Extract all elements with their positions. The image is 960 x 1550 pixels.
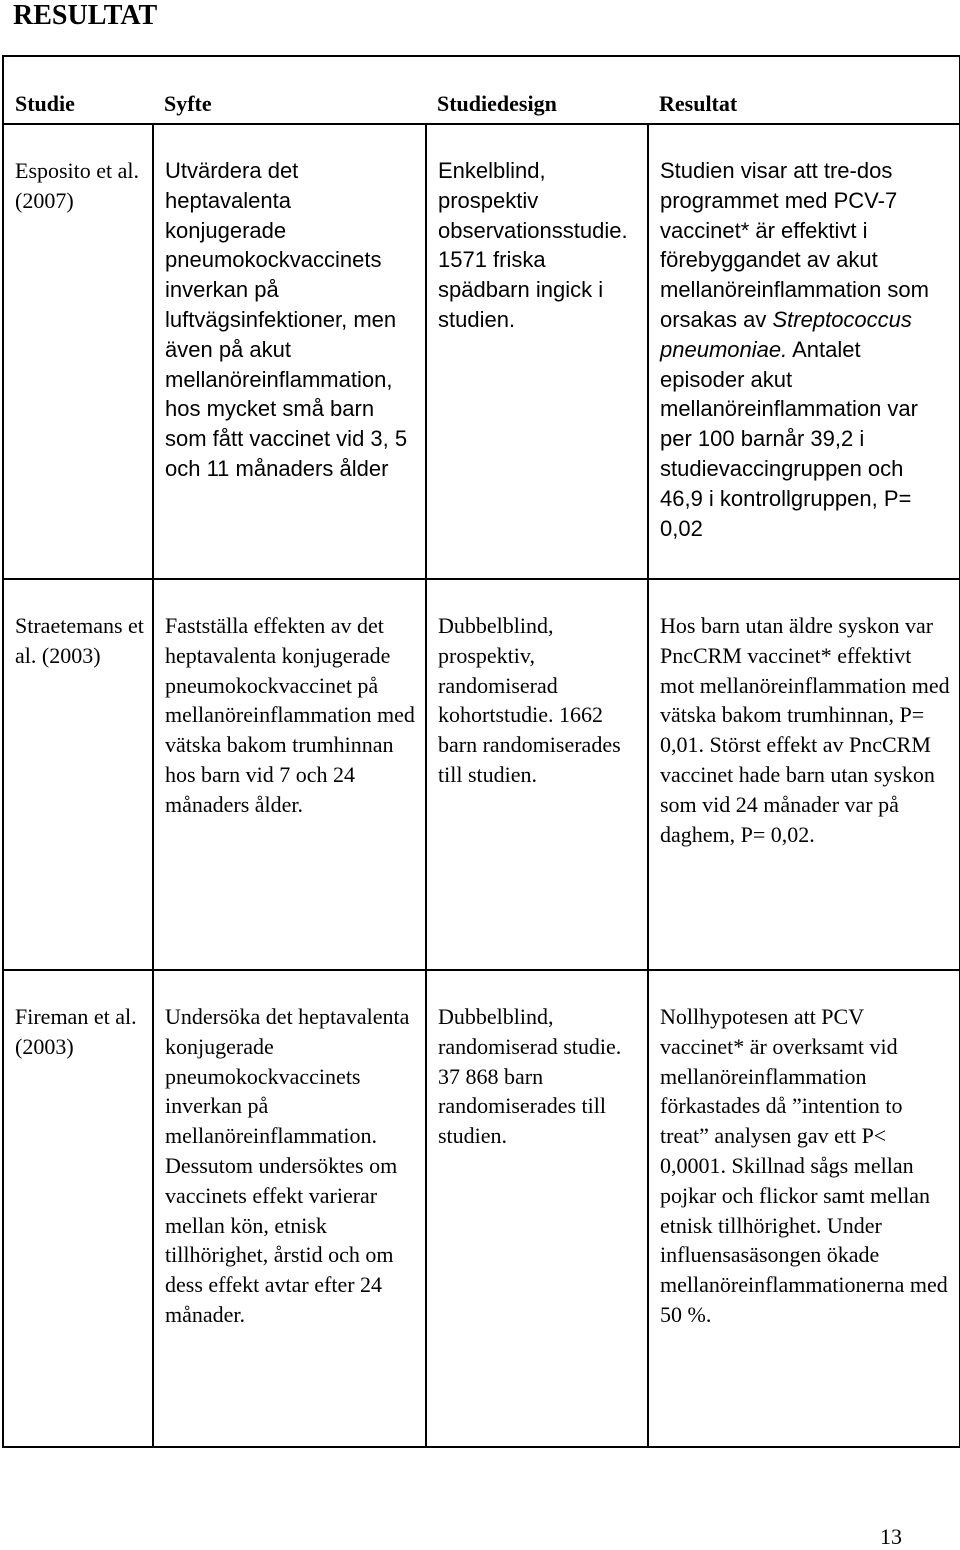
cell-studiedesign: Dubbelblind, prospektiv, randomiserad kohortstudie. 1662 barn randomiserades till studien. <box>426 579 648 970</box>
cell-syfte: Undersöka det heptavalenta konjugerade pneumokockvaccinets inverkan på mellanöreinflammation. Dessutom undersöktes om vaccinets effekt varierar mellan kön, etnisk tillhörighet, årstid och om dess effekt avtar efter 24 månader. <box>153 970 426 1447</box>
cell-syfte: Fastställa effekten av det heptavalenta konjugerade pneumokockvaccinet på mellanöreinflammation med vätska bakom trumhinnan hos barn vid 7 och 24 månaders ålder. <box>153 579 426 970</box>
resultat-species-name: Streptococcus pneumoniae. <box>660 306 912 362</box>
cell-studiedesign: Enkelblind, prospektiv observationsstudie. 1571 friska spädbarn ingick i studien. <box>426 124 648 579</box>
table-header-row <box>3 56 960 124</box>
cell-studie: Straetemans et al. (2003) <box>3 579 153 970</box>
cell-resultat: Nollhypotesen att PCV vaccinet* är overksamt vid mellanöreinflammation förkastades då ”intention to treat” analysen gav ett P< 0,0001. Skillnad sågs mellan pojkar och flickor samt mellan etnisk tillhörighet. Under influensasäsongen ökade mellanöreinflammationerna med 50 %. <box>648 970 960 1447</box>
cell-studie: Esposito et al. (2007) <box>3 124 153 579</box>
results-table <box>2 55 960 1448</box>
header-studie: Studie <box>3 56 153 124</box>
header-studiedesign: Studiedesign <box>426 56 648 124</box>
cell-resultat <box>648 124 960 579</box>
section-heading: RESULTAT <box>13 0 158 31</box>
table-row <box>3 579 960 970</box>
cell-syfte: Utvärdera det heptavalenta konjugerade pneumokockvaccinets inverkan på luftvägsinfektioner, men även på akut mellanöreinflammation, hos mycket små barn som fått vaccinet vid 3, 5 och 11 månaders ålder <box>153 124 426 579</box>
header-syfte: Syfte <box>153 56 426 124</box>
table-row <box>3 124 960 579</box>
resultat-text-end: Antalet episoder akut mellanöreinflammation var per 100 barnår 39,2 i studievaccingruppen och 46,9 i kontrollgruppen, P= 0,02 <box>660 336 918 541</box>
table-row <box>3 970 960 1447</box>
header-resultat: Resultat <box>648 56 960 124</box>
page-number: 13 <box>880 1524 902 1549</box>
cell-studie: Fireman et al. (2003) <box>3 970 153 1447</box>
cell-resultat: Hos barn utan äldre syskon var PncCRM vaccinet* effektivt mot mellanöreinflammation med vätska bakom trumhinnan, P= 0,01. Störst effekt av PncCRM vaccinet hade barn utan syskon som vid 24 månader var på daghem, P= 0,02. <box>648 579 960 970</box>
resultat-text-start: Studien visar att tre-dos programmet med PCV-7 vaccinet* är effektivt i förebyggandet av akut mellanöreinflammation som orsakas av <box>660 158 929 332</box>
cell-studiedesign: Dubbelblind, randomiserad studie. 37 868 barn randomiserades till studien. <box>426 970 648 1447</box>
